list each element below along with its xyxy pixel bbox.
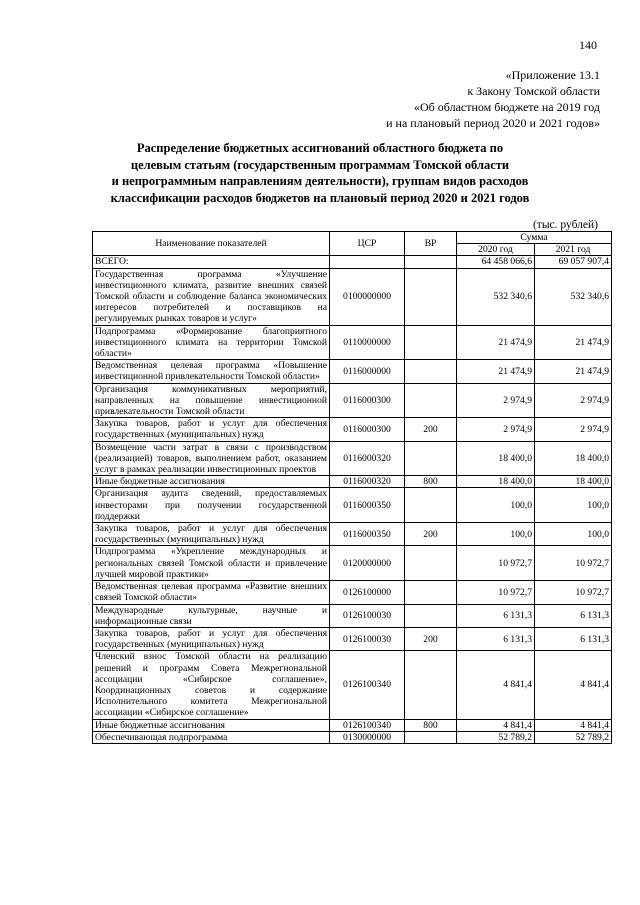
row-csr-cell: 0116000300 [330,418,405,441]
table-row [93,476,612,488]
title-line-2: целевым статьям (государственным программам Томской области [130,157,510,172]
row-csr-cell: 0116000300 [330,383,405,418]
row-2020-cell: 18 400,0 [457,476,535,488]
table-row [93,581,612,604]
row-name-cell: Подпрограмма «Укрепление международных и региональных связей Томской области и привлечение лучшей мировой практики» [93,546,330,581]
row-csr-cell: 0116000320 [330,476,405,488]
row-vr-cell [405,651,457,719]
row-2021-cell: 532 340,6 [535,268,612,325]
row-2020-cell: 532 340,6 [457,268,535,325]
header-csr: ЦСР [330,232,405,256]
row-name-cell: Ведомственная целевая программа «Развитие внешних связей Томской области» [93,581,330,604]
row-vr-cell [405,581,457,604]
header-name: Наименование показателей [93,232,330,256]
row-2020-cell: 10 972,7 [457,581,535,604]
row-2021-cell: 100,0 [535,488,612,523]
row-name-cell: Ведомственная целевая программа «Повышение инвестиционной привлекательности Томской области» [93,360,330,383]
row-2021-cell: 18 400,0 [535,441,612,476]
row-2021-cell: 2 974,9 [535,418,612,441]
annex-line-2: к Закону Томской области [467,84,600,98]
row-2021-cell: 52 789,2 [535,731,612,743]
row-2020-cell: 2 974,9 [457,383,535,418]
row-vr-cell: 800 [405,476,457,488]
table-row [93,651,612,719]
row-vr-cell: 800 [405,719,457,731]
row-2020-cell: 6 131,3 [457,627,535,650]
row-vr-cell [405,268,457,325]
header-2021: 2021 год [535,244,612,256]
table-body [93,256,612,744]
row-2020-cell: 100,0 [457,488,535,523]
table-row [93,268,612,325]
row-csr-cell: 0126100340 [330,719,405,731]
row-vr-cell [405,488,457,523]
row-2020-cell: 52 789,2 [457,731,535,743]
budget-table [92,231,612,744]
table-row [93,383,612,418]
row-csr-cell: 0130000000 [330,731,405,743]
row-name-cell: Членский взнос Томской области на реализацию решений и программ Совета Межрегиональной ассоциации «Сибирское соглашение», Координационных советов и содержание Исполнительного комитета Межрегиональной ассоциации «Сибирское соглашение» [93,651,330,719]
row-2021-cell: 10 972,7 [535,546,612,581]
table-row [93,418,612,441]
row-name-cell: Закупка товаров, работ и услуг для обеспечения государственных (муниципальных) нужд [93,523,330,546]
row-name-cell: Иные бюджетные ассигнования [93,719,330,731]
row-name-cell: Возмещение части затрат в связи с производством (реализацией) товаров, выполнением работ, оказанием услуг в рамках реализации инвестиционных проектов [93,441,330,476]
row-name-cell: Закупка товаров, работ и услуг для обеспечения государственных (муниципальных) нужд [93,418,330,441]
row-name-cell: ВСЕГО: [93,256,330,268]
row-2021-cell: 69 057 907,4 [535,256,612,268]
header-2020: 2020 год [457,244,535,256]
row-csr-cell: 0100000000 [330,268,405,325]
row-2020-cell: 100,0 [457,523,535,546]
row-vr-cell: 200 [405,627,457,650]
row-2021-cell: 4 841,4 [535,719,612,731]
row-vr-cell [405,325,457,360]
row-vr-cell [405,731,457,743]
row-2021-cell: 6 131,3 [535,604,612,627]
annex-line-4: и на плановый период 2020 и 2021 годов» [386,116,600,130]
row-csr-cell: 0116000350 [330,523,405,546]
row-2021-cell: 6 131,3 [535,627,612,650]
table-row [93,360,612,383]
row-csr-cell: 0126100000 [330,581,405,604]
row-name-cell: Организация аудита сведений, предоставляемых инвесторами при получении государственной поддержки [93,488,330,523]
row-2021-cell: 100,0 [535,523,612,546]
row-vr-cell [405,256,457,268]
row-2021-cell: 21 474,9 [535,325,612,360]
annex-line-1: «Приложение 13.1 [505,68,600,82]
row-2021-cell: 2 974,9 [535,383,612,418]
table-row [93,523,612,546]
row-name-cell: Иные бюджетные ассигнования [93,476,330,488]
annex-line-3: «Об областном бюджете на 2019 год [414,100,600,114]
row-2020-cell: 18 400,0 [457,441,535,476]
title-line-4: классификации расходов бюджетов на плановый период 2020 и 2021 годов [110,190,530,205]
row-vr-cell [405,604,457,627]
row-csr-cell: 0126100030 [330,604,405,627]
row-csr-cell: 0110000000 [330,325,405,360]
table-row [93,719,612,731]
row-2021-cell: 10 972,7 [535,581,612,604]
row-2021-cell: 4 841,4 [535,651,612,719]
table-row [93,731,612,743]
page-number: 140 [579,38,597,52]
table-row [93,325,612,360]
row-2020-cell: 64 458 066,6 [457,256,535,268]
row-csr-cell: 0116000350 [330,488,405,523]
row-vr-cell [405,441,457,476]
row-2021-cell: 21 474,9 [535,360,612,383]
table-row [93,627,612,650]
row-name-cell: Государственная программа «Улучшение инвестиционного климата, развитие внешних связей Томской области и соблюдение баланса экономических интересов потребителей и поставщиков на регулируемых рынках товаров и услуг» [93,268,330,325]
annex-reference [386,67,600,131]
row-2020-cell: 2 974,9 [457,418,535,441]
document-title [0,140,640,206]
row-2020-cell: 4 841,4 [457,719,535,731]
row-vr-cell [405,383,457,418]
row-vr-cell: 200 [405,418,457,441]
row-name-cell: Международные культурные, научные и информационные связи [93,604,330,627]
row-name-cell: Организация коммуникативных мероприятий, направленных на повышение инвестиционной привлекательности Томской области [93,383,330,418]
row-2021-cell: 18 400,0 [535,476,612,488]
row-name-cell: Обеспечивающая подпрограмма [93,731,330,743]
row-csr-cell: 0126100030 [330,627,405,650]
table-row [93,546,612,581]
row-csr-cell [330,256,405,268]
row-2020-cell: 10 972,7 [457,546,535,581]
table-row [93,604,612,627]
row-name-cell: Подпрограмма «Формирование благоприятного инвестиционного климата на территории Томской области» [93,325,330,360]
table-row [93,488,612,523]
row-csr-cell: 0116000320 [330,441,405,476]
row-csr-cell: 0116000000 [330,360,405,383]
header-vr: ВР [405,232,457,256]
row-2020-cell: 6 131,3 [457,604,535,627]
row-2020-cell: 21 474,9 [457,325,535,360]
table-row [93,256,612,268]
row-2020-cell: 21 474,9 [457,360,535,383]
row-2020-cell: 4 841,4 [457,651,535,719]
units-label: (тыс. рублей) [532,219,598,231]
header-sum: Сумма [457,232,612,244]
row-name-cell: Закупка товаров, работ и услуг для обеспечения государственных (муниципальных) нужд [93,627,330,650]
row-vr-cell [405,546,457,581]
row-vr-cell [405,360,457,383]
title-line-3: и непрограммным направлениям деятельности), группам видов расходов [111,174,529,188]
row-csr-cell: 0126100340 [330,651,405,719]
row-csr-cell: 0120000000 [330,546,405,581]
row-vr-cell: 200 [405,523,457,546]
title-line-1: Распределение бюджетных ассигнований областного бюджета по [136,141,504,155]
table-row [93,441,612,476]
